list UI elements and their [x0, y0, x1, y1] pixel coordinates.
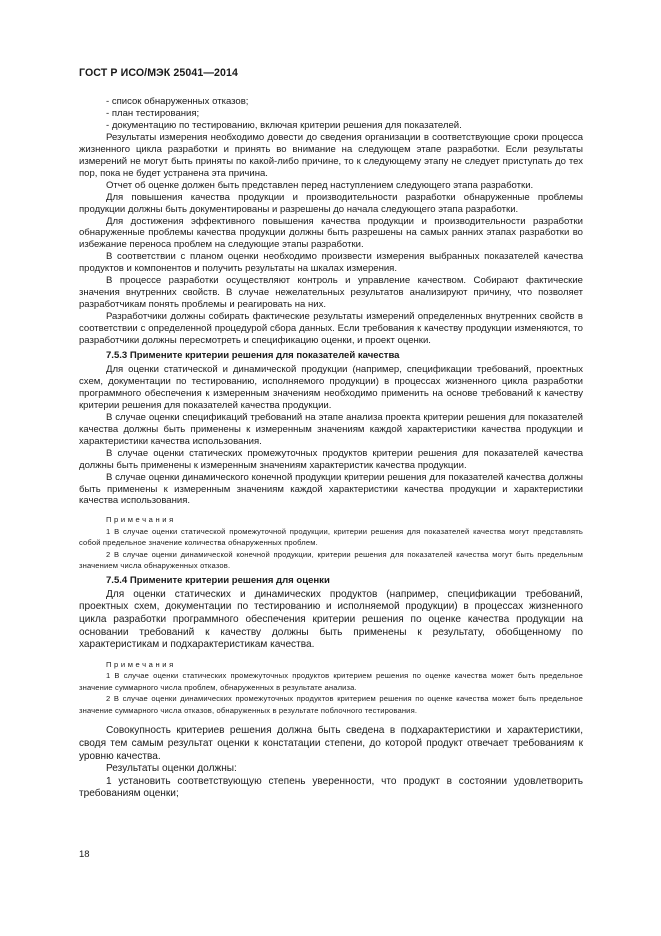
paragraph: Разработчики должны собирать фактические результаты измерений определенных внутренних свойств в соответствии с определенной процедурой сбора данных. Если требования к качеству продукции изменяются, то разработчики должны пересмотреть и спецификацию оценки, и проект оценки. [79, 311, 583, 347]
note-item: 1 В случае оценки статических промежуточных продуктов критерием решения по оценке качества может быть предельное значение суммарного числа проблем, обнаруженных в результате анализа. [79, 671, 583, 692]
paragraph: В процессе разработки осуществляют контроль и управление качеством. Собирают фактические значения внутренних свойств. В случае нежелательных результатов анализируют причину, что позволяет разработчикам понять проблемы и реагировать на них. [79, 275, 583, 311]
paragraph: Для оценки статической и динамической продукции (например, спецификации требований, проектных схем, документации по тестированию, исполняемого продукции) в процессах жизненного цикла разработки программного обеспечения к измеренным значениям необходимо применить на основе требований к качеству критерии решения для показателей качества продукции. [79, 363, 583, 411]
paragraph: В соответствии с планом оценки необходимо произвести измерения выбранных показателей качества продуктов и компонентов и получить результаты на шкалах измерения. [79, 251, 583, 275]
page-body [79, 96, 583, 801]
note-item: 1 В случае оценки статической промежуточной продукции, критерии решения для показателей качества могут представлять собой предельное значение количества обнаруженных проблем. [79, 526, 583, 548]
paragraph: В случае оценки динамического конечной продукции критерии решения для показателей качества должны быть применены к измеренным значениям каждой характеристики качества продукции и характеристики качества использования. [79, 471, 583, 507]
paragraph: В случае оценки статических промежуточных продуктов критерии решения для показателей качества должны быть применены к измеренным значениям характеристик качества продукции. [79, 447, 583, 471]
page-number: 18 [79, 849, 90, 860]
list-item: - список обнаруженных отказов; [106, 96, 249, 107]
list-item: - план тестирования; [106, 107, 200, 119]
section-heading-7-5-4: 7.5.4 Примените критерии решения для оценки [106, 574, 330, 586]
note-item: 2 В случае оценки динамической конечной продукции, критерии решения для показателей качества могут быть предельным значением числа обнаруженных отказов. [79, 549, 583, 571]
spacer [79, 716, 583, 725]
notes-label: Примечания [106, 515, 176, 525]
paragraph: Результаты измерения необходимо довести до сведения организации в соответствующие сроки процесса жизненного цикла разработки и принять во внимание на следующем этапе разработки. Если результаты измерений не могут быть приняты по какой-либо причине, то к следующему этапу не следует приступать до тех пор, пока не будет устранена эта причина. [79, 131, 583, 179]
paragraph: Результаты оценки должны: [106, 763, 237, 775]
paragraph: Для оценки статических и динамических продуктов (например, спецификации требований, проектных схем, документации по тестированию и исполняемой продукции) в процессах жизненного цикла разработки программного обеспечения критерии решения по оценке качества продукции на основании требований к качеству должны быть применены к результату, обобщенному по характеристикам и подхарактеристикам качества. [79, 588, 583, 651]
note-item: 2 В случае оценки динамических промежуточных продуктов критерием решения по оценке качества может быть предельное значение суммарного числа отказов, обнаруженных в результате поблочного тестирования. [79, 694, 583, 715]
list-item: - документацию по тестированию, включая критерии решения для показателей. [106, 119, 462, 131]
paragraph: Отчет об оценке должен быть представлен перед наступлением следующего этапа разработки. [106, 179, 534, 191]
paragraph: В случае оценки спецификаций требований на этапе анализа проекта критерии решения для показателей качества должны быть применены к измеренным значениям каждой характеристики качества продукции и характеристики качества использования. [79, 411, 583, 447]
paragraph: Для достижения эффективного повышения качества продукции и производительности разработки обнаруженные проблемы качества продукции должны быть разрешены на самых ранних этапах разработки во избежание переноса проблем на следующие этапы разработки. [79, 215, 583, 251]
section-heading-7-5-3: 7.5.3 Примените критерии решения для показателей качества [106, 350, 400, 362]
document-header: ГОСТ Р ИСО/МЭК 25041—2014 [79, 67, 238, 79]
paragraph: Для повышения качества продукции и производительности разработки обнаруженные проблемы продукции должны быть документированы и разрешены до начала следующего этапа разработки. [79, 191, 583, 215]
paragraph: 1 установить соответствующую степень уверенности, что продукт в состоянии удовлетворить требованиям оценки; [79, 775, 583, 800]
notes-label: Примечания [106, 659, 176, 669]
paragraph: Совокупность критериев решения должна быть сведена в подхарактеристики и характеристики, сводя тем самым результат оценки к констатации степени, до которой продукт отвечает требованиям к уровню качества. [79, 725, 583, 762]
